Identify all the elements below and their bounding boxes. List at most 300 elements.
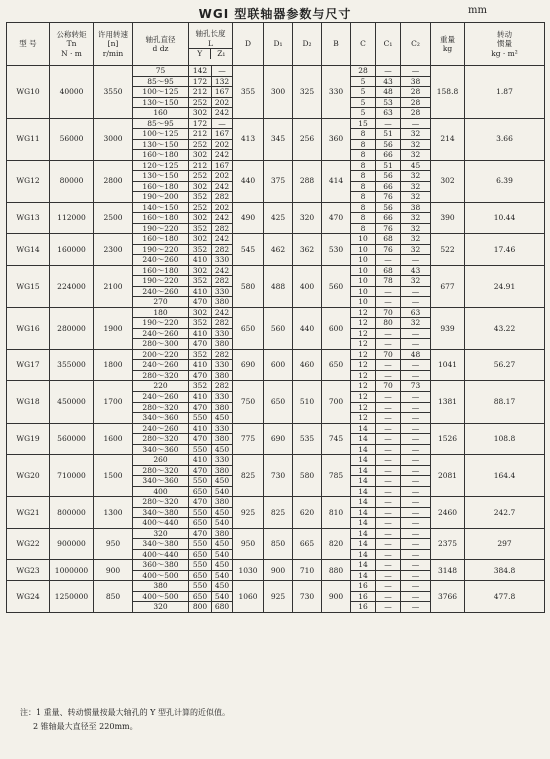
cell-C: 8 xyxy=(351,150,376,161)
cell-D2: 580 xyxy=(293,455,322,497)
cell-speed: 850 xyxy=(94,581,133,613)
cell-model: WG10 xyxy=(7,66,50,119)
cell-B: 600 xyxy=(322,307,351,349)
cell-length-y: 352 xyxy=(189,223,212,234)
cell-C: 10 xyxy=(351,286,376,297)
cell-length-y: 252 xyxy=(189,171,212,182)
cell-length-z: — xyxy=(212,118,233,129)
cell-C2: 38 xyxy=(401,76,431,87)
cell-D: 440 xyxy=(233,160,264,202)
cell-length-z: 282 xyxy=(212,381,233,392)
cell-length-z: 380 xyxy=(212,402,233,413)
cell-length-z: 242 xyxy=(212,108,233,119)
cell-model: WG18 xyxy=(7,381,50,423)
cell-bore: 240～260 xyxy=(133,423,189,434)
cell-D: 413 xyxy=(233,118,264,160)
cell-C1: — xyxy=(376,286,401,297)
cell-bore: 120～125 xyxy=(133,160,189,171)
cell-D1: 462 xyxy=(264,234,293,266)
cell-C2: — xyxy=(401,486,431,497)
cell-length-z: 330 xyxy=(212,391,233,402)
cell-model: WG13 xyxy=(7,202,50,234)
cell-D2: 400 xyxy=(293,265,322,307)
cell-bore: 85～95 xyxy=(133,118,189,129)
cell-inertia: 297 xyxy=(465,528,545,560)
cell-weight: 1381 xyxy=(431,381,465,423)
cell-C1: 56 xyxy=(376,202,401,213)
cell-C1: — xyxy=(376,328,401,339)
cell-C2: 32 xyxy=(401,171,431,182)
cell-bore: 140～150 xyxy=(133,202,189,213)
cell-length-y: 252 xyxy=(189,139,212,150)
cell-length-y: 252 xyxy=(189,202,212,213)
cell-C2: — xyxy=(401,360,431,371)
cell-C1: 70 xyxy=(376,381,401,392)
cell-C: 16 xyxy=(351,602,376,613)
cell-C1: 63 xyxy=(376,108,401,119)
cell-C: 5 xyxy=(351,87,376,98)
cell-bore: 280～320 xyxy=(133,370,189,381)
header-D2: D₂ xyxy=(293,23,322,66)
cell-inertia: 17.46 xyxy=(465,234,545,266)
cell-speed: 3550 xyxy=(94,66,133,119)
cell-D2: 288 xyxy=(293,160,322,202)
cell-model: WG17 xyxy=(7,349,50,381)
cell-D1: 488 xyxy=(264,265,293,307)
cell-speed: 2100 xyxy=(94,265,133,307)
cell-C2: 32 xyxy=(401,223,431,234)
cell-B: 745 xyxy=(322,423,351,455)
cell-weight: 1526 xyxy=(431,423,465,455)
cell-C2: 32 xyxy=(401,139,431,150)
cell-D1: 425 xyxy=(264,202,293,234)
cell-C1: 56 xyxy=(376,139,401,150)
cell-torque: 710000 xyxy=(50,455,94,497)
cell-model: WG12 xyxy=(7,160,50,202)
header-B: B xyxy=(322,23,351,66)
cell-bore: 240～260 xyxy=(133,360,189,371)
cell-length-y: 550 xyxy=(189,539,212,550)
cell-torque: 1250000 xyxy=(50,581,94,613)
cell-torque: 450000 xyxy=(50,381,94,423)
cell-D: 950 xyxy=(233,528,264,560)
cell-C1: — xyxy=(376,560,401,571)
cell-C: 14 xyxy=(351,444,376,455)
cell-bore: 380 xyxy=(133,581,189,592)
table-row xyxy=(7,349,545,360)
table-row xyxy=(7,423,545,434)
cell-C1: — xyxy=(376,434,401,445)
cell-speed: 900 xyxy=(94,560,133,581)
cell-length-z: 132 xyxy=(212,76,233,87)
cell-C2: 32 xyxy=(401,244,431,255)
cell-C1: — xyxy=(376,455,401,466)
cell-C2: — xyxy=(401,328,431,339)
cell-C: 12 xyxy=(351,370,376,381)
cell-C1: 51 xyxy=(376,160,401,171)
cell-bore: 340～360 xyxy=(133,444,189,455)
cell-D1: 650 xyxy=(264,381,293,423)
cell-D2: 510 xyxy=(293,381,322,423)
header-C1: C₁ xyxy=(376,23,401,66)
cell-C2: 32 xyxy=(401,192,431,203)
cell-bore: 190～220 xyxy=(133,244,189,255)
cell-C1: — xyxy=(376,423,401,434)
cell-C: 5 xyxy=(351,108,376,119)
cell-length-y: 302 xyxy=(189,265,212,276)
cell-C2: — xyxy=(401,286,431,297)
table-row xyxy=(7,497,545,508)
cell-length-z: 242 xyxy=(212,265,233,276)
cell-C1: — xyxy=(376,66,401,77)
cell-C2: — xyxy=(401,118,431,129)
cell-length-z: 450 xyxy=(212,444,233,455)
cell-model: WG24 xyxy=(7,581,50,613)
cell-C1: — xyxy=(376,476,401,487)
cell-length-z: 242 xyxy=(212,150,233,161)
cell-C1: 70 xyxy=(376,307,401,318)
cell-speed: 1700 xyxy=(94,381,133,423)
cell-B: 650 xyxy=(322,349,351,381)
cell-length-y: 800 xyxy=(189,602,212,613)
cell-C: 8 xyxy=(351,213,376,224)
cell-D: 545 xyxy=(233,234,264,266)
cell-length-z: 540 xyxy=(212,518,233,529)
cell-C1: — xyxy=(376,370,401,381)
cell-length-y: 410 xyxy=(189,391,212,402)
cell-length-z: 450 xyxy=(212,476,233,487)
cell-torque: 80000 xyxy=(50,160,94,202)
cell-C: 10 xyxy=(351,244,376,255)
cell-length-z: 167 xyxy=(212,160,233,171)
cell-weight: 158.8 xyxy=(431,66,465,119)
cell-C2: — xyxy=(401,518,431,529)
cell-C1: — xyxy=(376,591,401,602)
cell-D2: 320 xyxy=(293,202,322,234)
table-row xyxy=(7,118,545,129)
cell-D1: 900 xyxy=(264,560,293,581)
cell-length-y: 550 xyxy=(189,581,212,592)
cell-length-z: 330 xyxy=(212,286,233,297)
cell-bore: 100～125 xyxy=(133,87,189,98)
cell-length-z: 282 xyxy=(212,349,233,360)
cell-length-y: 470 xyxy=(189,297,212,308)
cell-speed: 950 xyxy=(94,528,133,560)
cell-C: 12 xyxy=(351,339,376,350)
cell-C2: 63 xyxy=(401,307,431,318)
cell-bore: 280～300 xyxy=(133,339,189,350)
footnote-1: 注：1 重量、转动惯量按最大轴孔的 Y 型孔计算的近似值。 xyxy=(20,708,230,717)
cell-length-y: 302 xyxy=(189,108,212,119)
cell-D1: 730 xyxy=(264,455,293,497)
cell-torque: 112000 xyxy=(50,202,94,234)
cell-C1: 53 xyxy=(376,97,401,108)
cell-bore: 190～220 xyxy=(133,318,189,329)
cell-bore: 100～125 xyxy=(133,129,189,140)
cell-C: 8 xyxy=(351,171,376,182)
cell-bore: 270 xyxy=(133,297,189,308)
cell-weight: 522 xyxy=(431,234,465,266)
cell-D: 580 xyxy=(233,265,264,307)
cell-length-y: 302 xyxy=(189,150,212,161)
cell-C2: — xyxy=(401,497,431,508)
cell-C1: 66 xyxy=(376,181,401,192)
cell-C1: 76 xyxy=(376,244,401,255)
cell-torque: 40000 xyxy=(50,66,94,119)
cell-length-z: 202 xyxy=(212,97,233,108)
cell-C2: — xyxy=(401,370,431,381)
cell-length-z: 282 xyxy=(212,276,233,287)
cell-bore: 340～360 xyxy=(133,476,189,487)
cell-weight: 677 xyxy=(431,265,465,307)
cell-D: 355 xyxy=(233,66,264,119)
cell-weight: 2460 xyxy=(431,497,465,529)
cell-C1: — xyxy=(376,118,401,129)
header-D1: D₁ xyxy=(264,23,293,66)
cell-length-z: 540 xyxy=(212,570,233,581)
cell-length-y: 352 xyxy=(189,244,212,255)
cell-C2: 28 xyxy=(401,97,431,108)
cell-B: 810 xyxy=(322,497,351,529)
cell-length-y: 410 xyxy=(189,423,212,434)
cell-C: 14 xyxy=(351,423,376,434)
cell-length-z: 380 xyxy=(212,528,233,539)
footnote-2: 2 锥轴最大直径至 220mm。 xyxy=(33,722,138,731)
cell-C2: — xyxy=(401,507,431,518)
cell-bore: 400～500 xyxy=(133,570,189,581)
cell-length-z: 450 xyxy=(212,413,233,424)
table-row xyxy=(7,381,545,392)
cell-length-y: 410 xyxy=(189,328,212,339)
cell-model: WG14 xyxy=(7,234,50,266)
cell-bore: 190～220 xyxy=(133,276,189,287)
cell-length-y: 352 xyxy=(189,192,212,203)
cell-bore: 130～150 xyxy=(133,139,189,150)
cell-C: 14 xyxy=(351,560,376,571)
cell-length-y: 470 xyxy=(189,339,212,350)
cell-C: 8 xyxy=(351,181,376,192)
table-row xyxy=(7,455,545,466)
cell-D: 1030 xyxy=(233,560,264,581)
cell-bore: 160～180 xyxy=(133,150,189,161)
header-inertia: 转动 惯量 kg · m² xyxy=(465,23,545,66)
cell-length-y: 410 xyxy=(189,360,212,371)
cell-C: 8 xyxy=(351,223,376,234)
cell-C: 10 xyxy=(351,255,376,266)
cell-D: 690 xyxy=(233,349,264,381)
cell-C2: — xyxy=(401,465,431,476)
cell-bore: 160～180 xyxy=(133,213,189,224)
cell-C: 12 xyxy=(351,381,376,392)
cell-bore: 360～380 xyxy=(133,560,189,571)
table-row xyxy=(7,234,545,245)
cell-length-y: 650 xyxy=(189,591,212,602)
cell-length-z: 380 xyxy=(212,434,233,445)
cell-weight: 939 xyxy=(431,307,465,349)
cell-length-y: 352 xyxy=(189,349,212,360)
cell-C: 14 xyxy=(351,528,376,539)
cell-C: 10 xyxy=(351,297,376,308)
cell-C1: — xyxy=(376,528,401,539)
cell-model: WG16 xyxy=(7,307,50,349)
cell-C: 10 xyxy=(351,234,376,245)
cell-C1: — xyxy=(376,465,401,476)
cell-C: 12 xyxy=(351,307,376,318)
cell-length-z: 202 xyxy=(212,202,233,213)
cell-speed: 2300 xyxy=(94,234,133,266)
coupling-spec-table xyxy=(6,22,545,613)
cell-C: 12 xyxy=(351,413,376,424)
header-weight: 重量 kg xyxy=(431,23,465,66)
cell-model: WG11 xyxy=(7,118,50,160)
cell-length-y: 550 xyxy=(189,413,212,424)
cell-C1: — xyxy=(376,549,401,560)
cell-length-y: 212 xyxy=(189,87,212,98)
cell-model: WG23 xyxy=(7,560,50,581)
cell-length-y: 172 xyxy=(189,118,212,129)
cell-length-z: 330 xyxy=(212,360,233,371)
cell-C2: 32 xyxy=(401,276,431,287)
cell-speed: 1900 xyxy=(94,307,133,349)
cell-C1: — xyxy=(376,507,401,518)
cell-length-y: 212 xyxy=(189,160,212,171)
cell-B: 880 xyxy=(322,560,351,581)
cell-inertia: 477.8 xyxy=(465,581,545,613)
cell-bore: 280～320 xyxy=(133,497,189,508)
table-row xyxy=(7,202,545,213)
cell-D2: 730 xyxy=(293,581,322,613)
cell-length-y: 470 xyxy=(189,465,212,476)
cell-torque: 800000 xyxy=(50,497,94,529)
header-row xyxy=(7,23,545,66)
cell-length-y: 302 xyxy=(189,181,212,192)
cell-D1: 600 xyxy=(264,349,293,381)
cell-length-z: 202 xyxy=(212,139,233,150)
cell-weight: 3148 xyxy=(431,560,465,581)
cell-C2: 32 xyxy=(401,150,431,161)
cell-D1: 345 xyxy=(264,118,293,160)
cell-bore: 340～360 xyxy=(133,413,189,424)
header-speed: 许用转速 [n] r/min xyxy=(94,23,133,66)
cell-bore: 220 xyxy=(133,381,189,392)
cell-model: WG15 xyxy=(7,265,50,307)
cell-model: WG22 xyxy=(7,528,50,560)
cell-C2: 43 xyxy=(401,265,431,276)
cell-weight: 1041 xyxy=(431,349,465,381)
cell-speed: 1800 xyxy=(94,349,133,381)
cell-C1: — xyxy=(376,539,401,550)
cell-D1: 375 xyxy=(264,160,293,202)
cell-torque: 160000 xyxy=(50,234,94,266)
cell-C2: 38 xyxy=(401,202,431,213)
cell-length-z: 380 xyxy=(212,370,233,381)
cell-C: 14 xyxy=(351,455,376,466)
cell-C1: 76 xyxy=(376,192,401,203)
cell-bore: 400～440 xyxy=(133,518,189,529)
cell-C1: 80 xyxy=(376,318,401,329)
cell-torque: 280000 xyxy=(50,307,94,349)
cell-B: 470 xyxy=(322,202,351,234)
cell-bore: 85～95 xyxy=(133,76,189,87)
cell-D: 750 xyxy=(233,381,264,423)
cell-inertia: 10.44 xyxy=(465,202,545,234)
cell-C: 14 xyxy=(351,570,376,581)
cell-C2: 48 xyxy=(401,349,431,360)
cell-length-y: 470 xyxy=(189,497,212,508)
cell-speed: 1600 xyxy=(94,423,133,455)
cell-C: 8 xyxy=(351,192,376,203)
cell-C2: 32 xyxy=(401,318,431,329)
cell-bore: 200～220 xyxy=(133,349,189,360)
cell-length-y: 650 xyxy=(189,570,212,581)
cell-D2: 325 xyxy=(293,66,322,119)
cell-C2: — xyxy=(401,570,431,581)
cell-bore: 190～200 xyxy=(133,192,189,203)
cell-B: 700 xyxy=(322,381,351,423)
cell-length-z: 380 xyxy=(212,339,233,350)
cell-C1: — xyxy=(376,602,401,613)
cell-C2: 28 xyxy=(401,87,431,98)
cell-length-y: 470 xyxy=(189,370,212,381)
header-C2: C₂ xyxy=(401,23,431,66)
cell-D1: 825 xyxy=(264,497,293,529)
cell-length-y: 470 xyxy=(189,434,212,445)
cell-B: 785 xyxy=(322,455,351,497)
cell-length-y: 550 xyxy=(189,560,212,571)
cell-C2: — xyxy=(401,66,431,77)
cell-inertia: 242.7 xyxy=(465,497,545,529)
cell-inertia: 6.39 xyxy=(465,160,545,202)
cell-C1: 48 xyxy=(376,87,401,98)
cell-C2: 28 xyxy=(401,108,431,119)
cell-model: WG19 xyxy=(7,423,50,455)
cell-C: 28 xyxy=(351,66,376,77)
cell-C1: — xyxy=(376,339,401,350)
cell-C: 8 xyxy=(351,160,376,171)
cell-C: 10 xyxy=(351,265,376,276)
cell-length-z: 540 xyxy=(212,591,233,602)
cell-C2: 32 xyxy=(401,181,431,192)
cell-length-y: 410 xyxy=(189,286,212,297)
cell-speed: 3000 xyxy=(94,118,133,160)
cell-C2: 32 xyxy=(401,129,431,140)
table-row xyxy=(7,528,545,539)
cell-length-z: 450 xyxy=(212,581,233,592)
header-D: D xyxy=(233,23,264,66)
cell-C2: — xyxy=(401,549,431,560)
cell-C1: 76 xyxy=(376,223,401,234)
cell-length-y: 470 xyxy=(189,402,212,413)
cell-D1: 925 xyxy=(264,581,293,613)
cell-C: 14 xyxy=(351,539,376,550)
cell-length-z: 330 xyxy=(212,255,233,266)
cell-model: WG21 xyxy=(7,497,50,529)
cell-C1: — xyxy=(376,486,401,497)
cell-bore: 280～320 xyxy=(133,402,189,413)
cell-C: 12 xyxy=(351,318,376,329)
page-title: WGI 型联轴器参数与尺寸 xyxy=(198,7,352,21)
cell-C2: — xyxy=(401,581,431,592)
cell-C2: — xyxy=(401,455,431,466)
cell-C1: — xyxy=(376,360,401,371)
cell-length-y: 352 xyxy=(189,318,212,329)
cell-C1: 78 xyxy=(376,276,401,287)
cell-torque: 355000 xyxy=(50,349,94,381)
cell-length-y: 470 xyxy=(189,528,212,539)
cell-D2: 710 xyxy=(293,560,322,581)
cell-inertia: 384.8 xyxy=(465,560,545,581)
cell-bore: 130～150 xyxy=(133,171,189,182)
